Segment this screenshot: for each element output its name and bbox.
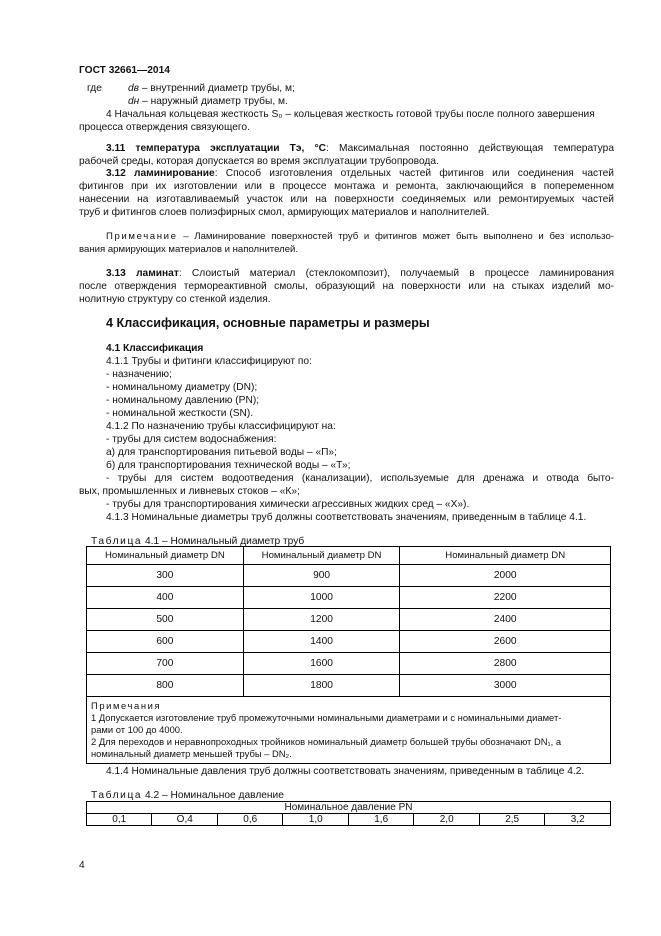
table-notes-row [87,697,611,764]
table-row [87,653,611,675]
table-cell: 1400 [243,631,400,653]
note-label: Примечание [106,231,178,242]
table-cell: 600 [87,631,244,653]
table-41 [86,546,611,764]
para-414: 4.1.4 Номинальные давления труб должны соответствовать значениям, приведенным в таблице 4.2. [106,766,585,777]
table-header-cell: Номинальный диаметр DN [87,547,244,565]
table-cell: 3,2 [545,814,611,826]
table-cell: 2,5 [479,814,544,826]
definition-outer-diameter [128,95,288,109]
table-cell: 800 [87,675,244,697]
note4-line2: процесса отверждения связующего. [79,122,250,133]
para-413: 4.1.3 Номинальные диаметры труб должны соответствовать значениям, приведенным в таблице 4.1. [106,512,587,523]
water-supply-item: - трубы для систем водоснабжения: [106,434,277,445]
table-cell: 2800 [400,653,611,675]
table-cell: 400 [87,587,244,609]
table-note-2-line1: 2 Для переходов и неравнопроходных тройников номинальный диаметр большей трубы обозначают DN₁, а [91,736,562,747]
table-header-cell: Номинальный диаметр DN [400,547,611,565]
term-313-title: 3.13 ламинат [106,268,179,279]
table-cell: 2600 [400,631,611,653]
table-notes-label: Примечания [91,700,162,711]
list-item: - номинальной жесткости (SN). [106,408,254,419]
table-cell: 1800 [243,675,400,697]
drain-item-line2: вых, промышленных и ливневых стоков – «К»; [79,486,300,497]
table-cell: 0,1 [87,814,152,826]
table-row [87,675,611,697]
term-312-note-line2: вания армирующих материалов и наполнителей. [79,244,299,255]
chem-item: - трубы для транспортирования химически агрессивных жидких сред – «Х»). [106,499,470,510]
table-header-row [87,547,611,565]
table-note-2-line2: номинальный диаметр меньшей трубы – DN₂. [91,748,292,759]
table-cell: 1000 [243,587,400,609]
term-313-line2: после отверждения термореактивной смолы, образующий на поверхности или на стыках изделий мо- [79,281,614,292]
table-row [87,587,611,609]
table-41-caption: Таблица 4.1 – Номинальный диаметр труб [91,536,305,547]
table-header-cell: Номинальный диаметр DN [243,547,400,565]
d-outer-text: – наружный диаметр трубы, м. [139,96,288,107]
term-312-line3: нанесении на изготавливаемый участок или на поверхности соединяемых или ремонтируемых частей [79,194,614,205]
table-cell: 500 [87,609,244,631]
note4-line1: 4 Начальная кольцевая жесткость S₀ – кольцевая жесткость готовой трубы после полного завершения [106,109,595,120]
table-note-1-line2: рами от 100 до 4000. [91,724,183,735]
list-item: - назначению; [106,369,172,380]
table-header-cell: Номинальное давление PN [87,802,611,814]
table-cell: 0,6 [218,814,283,826]
table-cell: 1200 [243,609,400,631]
table-cell: 2000 [400,565,611,587]
term-312-title: 3.12 ламинирование [106,168,215,179]
d-outer-symbol: dн [128,96,140,107]
term-311-line2: рабочей среды, которая допускается во время эксплуатации трубопровода. [79,156,439,167]
d-inner-text: – внутренний диаметр трубы, м; [138,83,295,94]
page-number: 4 [79,860,85,871]
term-313-line1: 3.13 ламинат: Слоистый материал (стеклокомпозит), получаемый в процессе ламинирования [106,268,615,279]
table-cell: 700 [87,653,244,675]
table-cell: 2200 [400,587,611,609]
d-inner-symbol: dв [128,83,139,94]
table-row [87,609,611,631]
drain-item-line1: - трубы для систем водоотведения (канализации), используемые для дренажа и отвода быто- [106,473,614,484]
table-42-caption: Таблица 4.2 – Номинальное давление [91,790,284,801]
term-312-note-line1: Примечание – Ламинирование поверхностей труб и фитингов может быть выполнено и без использо- [106,231,614,242]
para-411: 4.1.1 Трубы и фитинги классифицируют по: [106,356,312,367]
where-label: где [87,83,102,94]
table-42 [86,801,611,826]
item-b: б) для транспортирования технической воды – «Т»; [106,460,351,471]
term-313-line3: нолитную структуру со стенкой изделия. [79,294,271,305]
table-41-caption-label: Таблица [91,536,143,547]
table-cell: 1600 [243,653,400,675]
table-row [87,631,611,653]
term-311-title: 3.11 температура эксплуатации Тэ, °С [106,143,326,154]
term-312-line4: труб и фитингов слоев полиэфирных смол, армирующих материалов и наполнителей. [79,207,490,218]
table-42-caption-label: Таблица [91,790,143,801]
definition-inner-diameter [128,82,295,96]
table-cell: 900 [243,565,400,587]
table-cell: 300 [87,565,244,587]
table-cell: 2,0 [414,814,479,826]
table-row [87,814,611,826]
table-cell: О,4 [152,814,218,826]
item-a: а) для транспортирования питьевой воды – «П»; [106,447,337,458]
table-header-row [87,802,611,814]
table-cell: 2400 [400,609,611,631]
term-312-line1: 3.12 ламинирование: Способ изготовления отдельных частей фитингов или соединения частей [106,168,614,179]
standard-title: ГОСТ 32661—2014 [79,65,170,76]
table-cell: 1,6 [348,814,413,826]
term-311-line1: 3.11 температура эксплуатации Тэ, °С: Максимальная постоянно действующая температура [106,143,614,154]
para-412: 4.1.2 По назначению трубы классифицируют на: [106,421,336,432]
table-cell: 3000 [400,675,611,697]
list-item: - номинальному диаметру (DN); [106,382,258,393]
term-312-line2: фитингов при их изготовлении или в процессе монтажа и ремонта, заключающийся в попеременном [79,181,614,192]
list-item: - номинальному давлению (PN); [106,395,260,406]
table-cell: 1,0 [283,814,348,826]
table-row [87,565,611,587]
table-note-1-line1: 1 Допускается изготовление труб промежуточными номинальными диаметрами и с номинальными диамет- [91,712,562,723]
table-notes-cell [87,697,611,764]
section-4-heading: 4 Классификация, основные параметры и размеры [106,316,430,330]
section-41-heading: 4.1 Классификация [106,343,204,354]
